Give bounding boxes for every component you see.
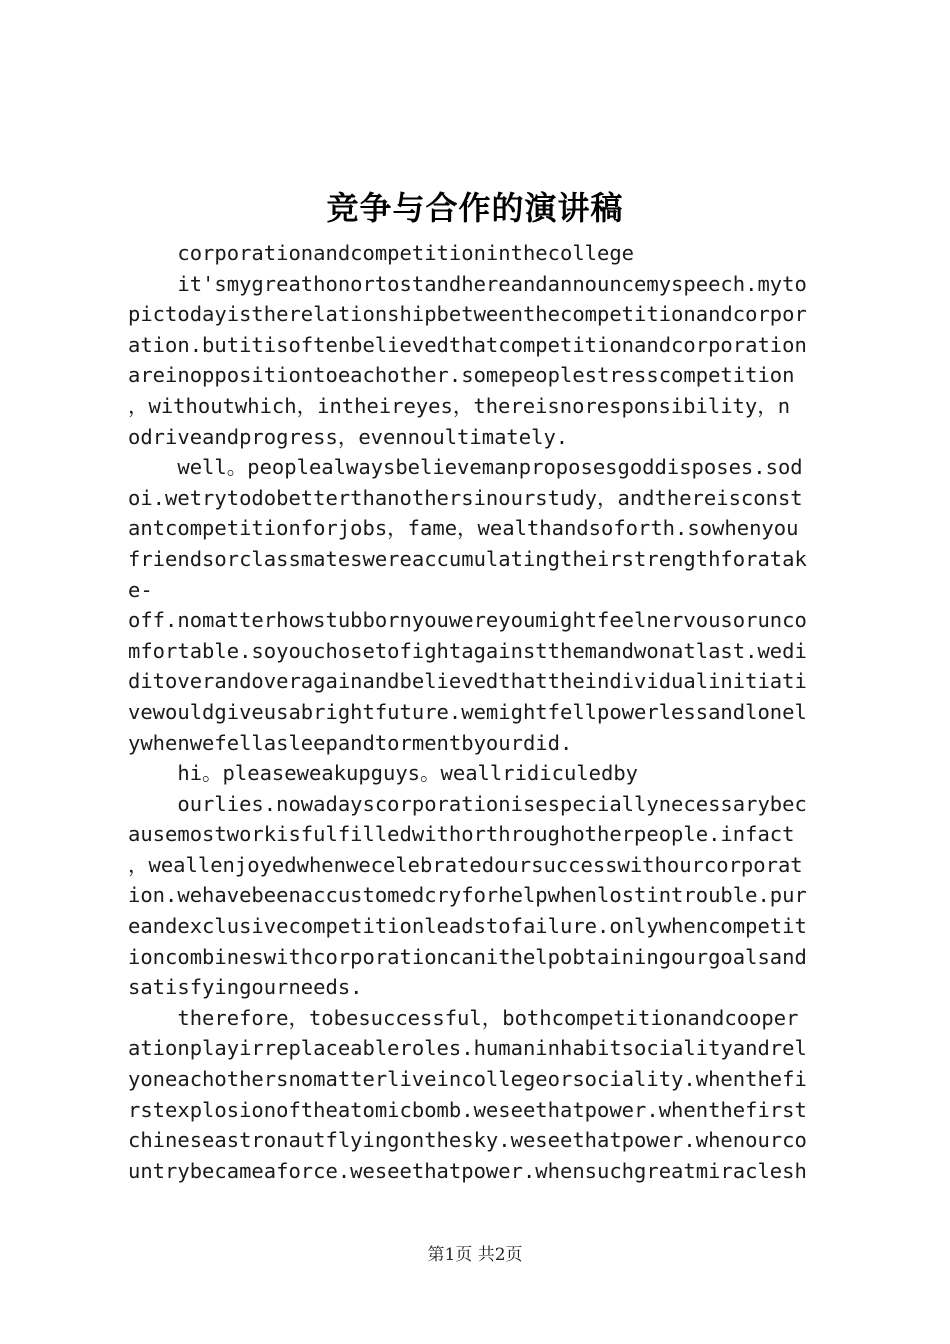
body-line: it'smygreathonortostandhereandannouncemyspeech.myto [128, 271, 807, 296]
body-line: ationplayirreplaceableroles.humaninhabitsocialityandrel [128, 1036, 807, 1061]
body-line: chineseastronautflyingonthesky.weseethatpower.whenourco [128, 1128, 807, 1153]
body-line: friendsorclassmateswereaccumulatingtheirstrengthforatak [128, 546, 807, 571]
body-line: antcompetitionforjobs，fame，wealthandsoforth.sowhenyou [128, 516, 799, 541]
body-line: corporationandcompetitioninthecollege [128, 241, 635, 265]
body-line: off.nomatterhowstubbornyouwereyoumightfeelnervousorunco [128, 608, 807, 633]
body-line: satisfyingourneeds. [128, 975, 363, 1000]
body-line: areinoppositiontoeachother.somepeoplestresscompetition [128, 363, 795, 388]
body-line: ，weallenjoyedwhenwecelebratedoursuccesswithourcorporat [128, 852, 803, 877]
body-line: ion.wehavebeenaccustomedcryforhelpwhenlostintrouble.pur [128, 883, 807, 908]
body-line: ywhenwefellasleepandtormentbyourdid. [128, 730, 573, 755]
body-line: e- [128, 577, 153, 602]
body-line: untrybecameaforce.weseethatpower.whensuchgreatmiraclesh [128, 1158, 807, 1183]
body-line: therefore，tobesuccessful，bothcompetitionandcooper [128, 1005, 799, 1030]
body-line: hi。pleaseweakupguys。weallridiculedby [128, 761, 638, 786]
body-line: yoneachothersnomatterliveincollegeorsociality.whenthefi [128, 1067, 807, 1092]
body-line: odriveandprogress，evennoultimately. [128, 424, 569, 449]
body-line: ioncombineswithcorporationcanithelpobtainingourgoalsand [128, 944, 807, 969]
body-line: ，withoutwhich，intheireyes，thereisnoresponsibility，n [128, 393, 791, 418]
document-body [128, 238, 832, 1186]
body-line: ourlies.nowadayscorporationisespeciallynecessarybec [128, 791, 807, 816]
body-line: pictodayistherelationshipbetweenthecompetitionandcorpor [128, 302, 807, 327]
body-line: rstexplosionoftheatomicbomb.weseethatpower.whenthefirst [128, 1097, 807, 1122]
body-line: ditoverandoveragainandbelievedthattheindividualinitiati [128, 669, 807, 694]
body-line: eandexclusivecompetitionleadstofailure.onlywhencompetit [128, 914, 807, 939]
page-footer: 第1页 共2页 [427, 1245, 523, 1265]
document-title: 竞争与合作的演讲稿 [326, 189, 624, 227]
body-line: oi.wetrytodobetterthanothersinourstudy，andthereisconst [128, 485, 803, 510]
body-line: ation.butitisoftenbelievedthatcompetitionandcorporation [128, 332, 807, 357]
body-line: mfortable.soyouchosetofightagainstthemandwonatlast.wedi [128, 638, 807, 663]
body-line: ausemostworkisfulfilledwithorthroughotherpeople.infact [128, 822, 795, 847]
body-line: well。peoplealwaysbelievemanproposesgoddisposes.sod [128, 455, 803, 480]
body-line: vewouldgiveusabrightfuture.wemightfellpowerlessandlonel [128, 699, 807, 724]
